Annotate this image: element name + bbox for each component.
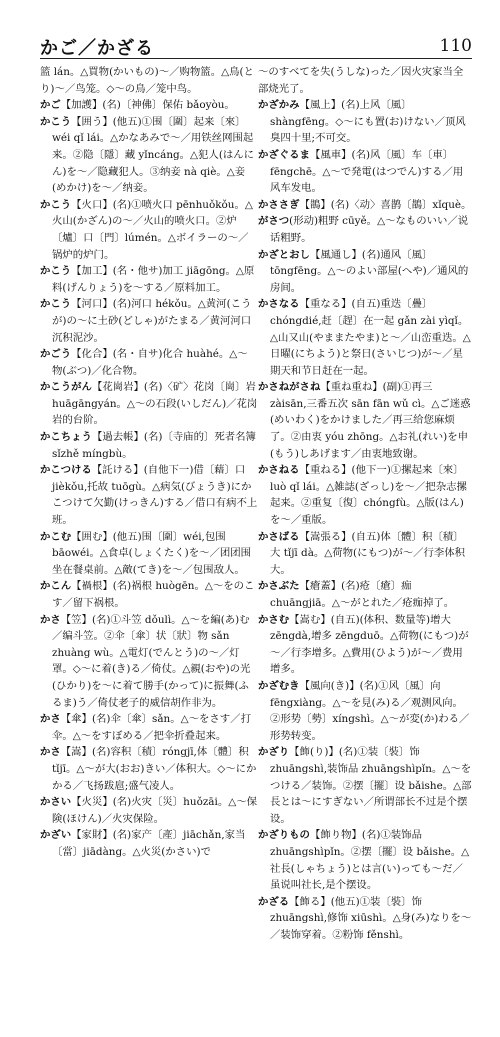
entry-definition: 【風通し】(名)通风〔風〕tōngfēng。△～のよい部屋(へや)／通风的房间。 <box>270 248 469 294</box>
entry-headword: かこちょう <box>40 431 92 444</box>
entry-definition: 【過去帳】(名)〔寺庙的〕死者名簿 sǐzhě míngbù。 <box>52 431 256 460</box>
entry-definition: 【加工】(名・他サ)加工 jiāgōng。△原料(げんりょう)を～する／原料加工。 <box>52 265 255 294</box>
entry-definition: 【鵲】(名)〈动〉喜鹊〔鵲〕xǐquè。 <box>299 198 472 211</box>
dictionary-entry <box>40 794 258 827</box>
entry-headword: かざかみ <box>258 99 300 112</box>
header-rule <box>40 58 472 59</box>
dictionary-entry <box>40 379 258 429</box>
entry-definition: 【禍根】(名)祸根 huògēn。△～をのこす／留下祸根。 <box>52 580 255 609</box>
dictionary-entry <box>258 462 472 528</box>
entry-headword: かさ <box>40 746 61 759</box>
entry-definition: 【飾(り)】(名)①装〔裝〕饰 zhuāngshì,装饰品 zhuāngshìpǐn。△～をつける／装饰。②摆〔擺〕设 bǎishe。△部長とは～にすぎない／所谓部长不过是个摆设。 <box>270 746 472 825</box>
dictionary-entry <box>40 296 258 346</box>
entry-definition: 【傘】(名)伞〔傘〕sǎn。△～をさす／打伞。△～をすぼめる／把伞折叠起来。 <box>52 713 251 742</box>
entry-definition: 【瘡蓋】(名)疮〔瘡〕痂 chuāngjiā。△～がとれた／疮痂掉了。 <box>270 580 455 609</box>
entry-definition: 【囲む】(他五)围〔圍〕wéi,包围 bāowéi。△食卓(しょくたく)を～／团团围坐在餐桌前。△敵(てき)を～／包围敌人。 <box>52 530 252 576</box>
entry-headword: かこう <box>40 298 72 311</box>
dictionary-entry <box>258 612 472 678</box>
right-column <box>258 64 472 943</box>
entry-definition: 【嵩む】(自五)(体积、数量等)增大 zēngdà,增多 zēngduō。△荷物(にもつ)が～／行李增多。△費用(ひよう)が～／费用增多。 <box>270 613 469 676</box>
entry-headword: かざぐるま <box>258 148 310 161</box>
entry-definition: 【託ける】(自他下一)借〔藉〕口 jièkǒu,托故 tuōgù。△病気(びょうき)にかこつけて欠勤(けっきん)する／借口有病不上班。 <box>52 464 258 527</box>
entry-headword: かさなる <box>258 298 300 311</box>
dictionary-entry <box>40 429 258 462</box>
entry-headword: かざりもの <box>258 829 310 842</box>
dictionary-entry <box>258 744 472 827</box>
entry-definition: ～のすべてを失(うしな)った／因火灾家当全部烧光了。 <box>258 66 464 95</box>
entry-headword: かさ <box>40 713 61 726</box>
dictionary-entry <box>40 827 258 860</box>
dictionary-entry <box>258 379 472 462</box>
entry-definition: 【加護】(名)〔神佛〕保佑 bǎoyòu。 <box>60 99 235 112</box>
dictionary-entry <box>40 711 258 744</box>
entry-definition: 【風上】(名)上风〔風〕shàngfēng。◇～にも置(お)けない／顶风臭四十里;不可交。 <box>270 99 466 145</box>
entry-headword: かささぎ <box>258 198 300 211</box>
dictionary-entry <box>258 296 472 379</box>
dictionary-entry <box>40 612 258 712</box>
entry-definition: 【花崗岩】(名)〈矿〉花岗〔崗〕岩 huāgāngyán。△～の石段(いしだん)／花岗岩的台阶。 <box>52 381 258 427</box>
dictionary-entry <box>258 827 472 893</box>
entry-headword: かさい <box>40 796 72 809</box>
entry-definition: 【火口】(名)①喷火口 pēnhuǒkǒu。△火山(かざん)の～／火山的喷火口。②炉〔爐〕口〔門〕lúmén。△ボイラーの～／锅炉的炉门。 <box>52 198 253 261</box>
entry-definition: 【風車】(名)风〔風〕车〔車〕fēngchē。△～で発電(はつでん)する／用风车发电。 <box>270 148 464 195</box>
dictionary-entry <box>258 97 472 147</box>
dictionary-entry <box>40 114 258 197</box>
dictionary-entry <box>258 529 472 579</box>
entry-definition: 【囲う】(他五)①围〔圍〕起来〔來〕wéi qǐ lái。△かなあみで～／用铁丝网围起来。②隐〔隱〕藏 yǐncáng。△犯人(はんにん)を～／隐藏犯人。③纳妾 nà qiè。△妾(めかけ)を～／纳妾。 <box>52 115 255 195</box>
entry-headword: がさつ <box>258 215 290 228</box>
entry-headword: かざむき <box>258 679 300 692</box>
dictionary-entry <box>40 346 258 379</box>
entry-headword: かさ <box>40 613 61 626</box>
entry-headword: かさぶた <box>258 580 300 593</box>
dictionary-entry <box>40 578 258 611</box>
entry-definition: 【火災】(名)火灾〔災〕huǒzāi。△～保険(ほけん)／火灾保险。 <box>52 796 257 825</box>
entry-definition: 篮 lán。△買物(かいもの)～／购物篮。△鳥(とり)～／鸟笼。◇～の鳥／笼中鸟。 <box>40 66 254 95</box>
entry-headword: かさねがさね <box>258 381 321 394</box>
entry-headword: かこむ <box>40 530 72 543</box>
entry-definition: 【飾り物】(名)①装饰品 zhuāngshìpǐn。②摆〔擺〕设 bǎishe。△社長(しゃちょう)とは言(い)っても～だ／虽说叫社长,是个摆设。 <box>270 829 470 892</box>
dictionary-entry <box>258 213 472 246</box>
dictionary-entry <box>40 263 258 296</box>
entry-definition: 【嵩張る】(自五)体〔體〕积〔積〕大 tǐjī dà。△荷物(にもつ)が～／行李体积大。 <box>270 530 466 576</box>
entry-headword: かさねる <box>258 464 300 477</box>
entry-headword: かこつける <box>40 464 92 477</box>
entry-headword: かこう <box>40 115 72 128</box>
dictionary-entry <box>40 529 258 579</box>
dictionary-entry <box>40 64 258 97</box>
entry-headword: かざる <box>258 895 290 908</box>
entry-headword: かごう <box>40 348 72 361</box>
entry-headword: かこん <box>40 580 72 593</box>
dictionary-entry <box>40 197 258 263</box>
dictionary-entry <box>258 147 472 197</box>
dictionary-entry <box>40 462 258 528</box>
entry-definition: (形动)粗野 cūyě。△～なものいい／说话粗野。 <box>270 215 469 244</box>
left-column <box>40 64 258 861</box>
entry-headword: かざとおし <box>258 248 310 261</box>
entry-headword: かさむ <box>258 613 290 626</box>
entry-headword: かご <box>40 99 61 112</box>
entry-headword: かこう <box>40 265 72 278</box>
entry-definition: 【重ねる】(他下一)①摞起来〔來〕luò qǐ lái。△雑誌(ざっし)を～／把杂志摞起来。②重复〔復〕chóngfù。△版(はん)を～／重版。 <box>270 464 467 527</box>
entry-definition: 【化合】(名・自サ)化合 huàhé。△～物(ぶつ)／化合物。 <box>52 348 248 377</box>
entry-definition: 【重なる】(自五)重迭〔疊〕chóngdié,赶〔趕〕在一起 gǎn zài yìqǐ。△山又山(やままたやま)と～／山峦重迭。△日曜(にちよう)と祭日(さいじつ)が～／星期天和节日赶在一起。 <box>270 298 471 377</box>
entry-definition: 【飾る】(他五)①装〔裝〕饰 zhuāngshì,修饰 xiūshì。△身(み)なりを～／装饰穿着。②粉饰 fěnshì。 <box>270 895 472 941</box>
page-number: 110 <box>439 36 472 56</box>
dictionary-entry <box>258 578 472 611</box>
entry-headword: かざり <box>258 746 290 759</box>
entry-headword: かざい <box>40 829 72 842</box>
entry-definition: 【嵩】(名)容积〔積〕róngjī,体〔體〕积 tǐjī。△～が大(おお)きい／体积大。◇～にかかる／飞扬跋扈;盛气凌人。 <box>52 746 257 792</box>
entry-definition: 【重ね重ね】(副)①再三 zàisān,三番五次 sān fān wǔ cì。△ご迷惑(めいわく)をかけました／再三给您麻烦了。②由衷 yóu zhōng。△お礼(れい)を申(もう)しあげます／由衷地致谢。 <box>270 381 471 460</box>
dictionary-entry <box>258 894 472 944</box>
dictionary-entry <box>258 64 472 97</box>
dictionary-entry <box>40 97 258 114</box>
dictionary-entry <box>258 678 472 744</box>
page-title: かご／かざる <box>40 38 154 59</box>
page-header <box>40 34 472 60</box>
entry-definition: 【笠】(名)①斗笠 dǒulì。△～を編(あ)む／编斗笠。②伞〔傘〕状〔狀〕物 sǎn zhuàng wù。△電灯(でんとう)の～／灯罩。◇～に着(き)る／倚仗。△親(おや)の光(ひかり)を～に着て勝手(かって)に振舞(ふるま)う／倚仗老子的威信胡作非为。 <box>52 613 251 709</box>
dictionary-entry <box>258 247 472 297</box>
entry-definition: 【河口】(名)河口 hékǒu。△黄河(こうが)の～に土砂(どしゃ)がたまる／黄河河口沉积泥沙。 <box>52 298 252 344</box>
dictionary-entry <box>258 197 472 214</box>
entry-definition: 【家財】(名)家产〔產〕jiāchǎn,家当〔當〕jiādàng。△火災(かさい)で <box>52 829 246 858</box>
entry-headword: かさばる <box>258 530 300 543</box>
entry-headword: かこう <box>40 198 72 211</box>
entry-headword: かこうがん <box>40 381 92 394</box>
entry-definition: 【風向(き)】(名)①风〔風〕向 fēngxiàng。△～を見(み)る／观测风向。②形势〔勢〕xíngshì。△～が変(か)わる／形势转变。 <box>270 679 470 742</box>
dictionary-entry <box>40 744 258 794</box>
